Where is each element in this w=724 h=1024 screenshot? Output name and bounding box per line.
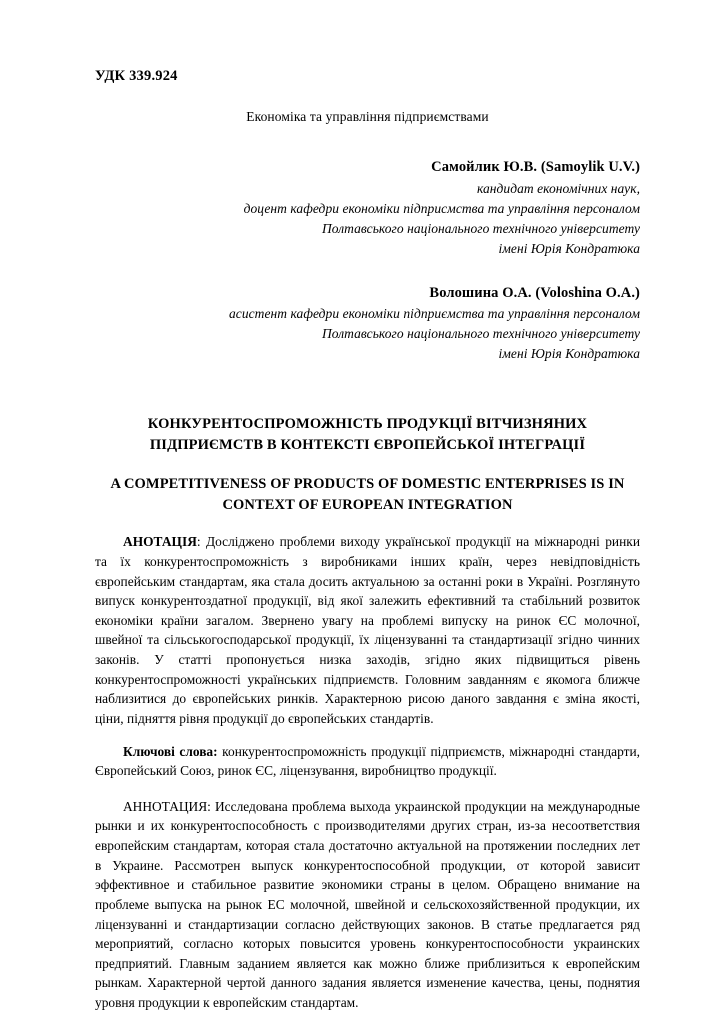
abstract-label-russian: АННОТАЦИЯ (123, 798, 208, 814)
abstract-body-ukrainian: Досліджено проблеми виходу української продукції на міжнародні ринки та їх конкурентоспроможність з виробниками інших країн, через невідповідність європейським стандартам, яка стала досить актуальною за останні роки в Україні. Розглянуто випуск конкурентоздатної продукції, від якої залежить ефективний та стабільний розвиток економіки країни загалом. Звернено увагу на проблемі випуску на ринок ЄС молочної, швейної та сільськогосподарської продукції, їх ліцензуванні та стандартизації згідно чинних законів. У статті пропонується низка заходів, згідно яких підвищиться рівень конкурентоспроможності українських підприємств. Головним завданням є якомога ближче наблизитися до європейських ринків. Характерною рисою даного завдання є зміна якості, ціни, підняття рівня продукції до європейських стандартів. (95, 534, 641, 726)
abstract-russian (95, 797, 640, 1013)
author-name: Самойлик Ю.В. (Samoylik U.V.) (431, 159, 640, 175)
journal-section-heading: Економіка та управління підприємствами (246, 109, 489, 124)
author-affiliation-line: імені Юрія Кондратюка (498, 346, 640, 362)
author-affiliation-line: Полтавського національного технічного університету (321, 326, 640, 342)
author-name: Волошина О.А. (Voloshina O.A.) (429, 284, 640, 301)
keywords-label: Ключові слова: (123, 743, 218, 759)
abstract-ukrainian (95, 532, 640, 728)
author-affiliation-line: кандидат економічних наук, (476, 180, 640, 196)
article-title-ukrainian: КОНКУРЕНТОСПРОМОЖНІСТЬ ПРОДУКЦІЇ ВІТЧИЗНЯНИХ ПІДПРИЄМСТВ В КОНТЕКСТІ ЄВРОПЕЙСЬКОЇ ІНТЕГРАЦІЇ (147, 416, 588, 454)
abstract-separator: : (207, 798, 216, 814)
author-affiliation-line: імені Юрія Кондратюка (498, 240, 640, 256)
article-title-english: A COMPETITIVENESS OF PRODUCTS OF DOMESTIC ENTERPRISES IS IN CONTEXT OF EUROPEAN INTEGRATION (110, 476, 625, 514)
keywords-body: конкурентоспроможність продукції підприємств, міжнародні стандарти, Європейський Союз, ринок ЄС, ліцензування, виробництво продукції. (95, 743, 640, 779)
author-block-secondary (95, 283, 640, 365)
author-affiliation-line: Полтавського національного технічного університету (321, 220, 640, 236)
title-spacer (95, 388, 640, 414)
author-affiliation-line: доцент кафедри економіки підприсмства та управління персоналом (243, 200, 640, 216)
abstract-separator: : (196, 534, 206, 550)
author-block-primary (95, 157, 640, 259)
abstract-label-ukrainian: АНОТАЦІЯ (123, 534, 197, 550)
author-affiliation-line: асистент кафедри економіки підприємства та управління персоналом (229, 306, 640, 322)
keywords-ukrainian (95, 742, 640, 781)
udc-code: УДК 339.924 (95, 68, 178, 84)
abstract-body-russian: Исследована проблема выхода украинской продукции на международные рынки и их конкурентоспособность с производителями других стран, из-за несоответствия европейским стандартам, которая стала достаточно актуальной на протяжении последних лет в Украине. Рассмотрен выпуск конкурентоспособной продукции, от которой зависит эффективное и стабильное развитие экономики страны в целом. Обращено внимание на проблеме выпуска на рынок ЕС молочной, швейной и сельскохозяйственной продукции, их ліцензуванні и стандартизации согласно действующих законов. В статье предлагается ряд мероприятий, согласно которых повысится уровень конкурентоспособности украинских предприятий. Главным заданием является как можно ближе приблизиться к европейским рынкам. Характерной чертой данного задания является изменение качества, цены, поднятия уровня продукции к европейским стандартам. (95, 798, 640, 1011)
